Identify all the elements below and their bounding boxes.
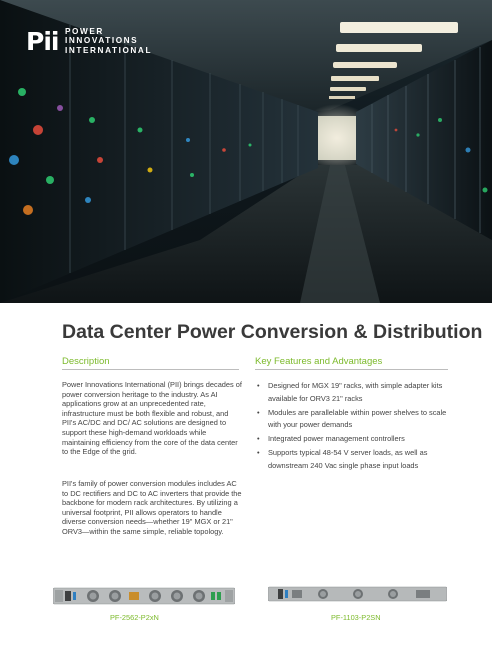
bullet-icon: • <box>257 407 260 417</box>
logo-wordmark <box>65 27 152 55</box>
feature-item <box>255 433 455 446</box>
page-title: Data Center Power Conversion & Distribution <box>62 321 483 343</box>
logo-line-2: INNOVATIONS <box>65 36 139 46</box>
product-image-pf-2562 <box>53 586 235 606</box>
features-list <box>255 380 455 474</box>
description-divider <box>62 369 239 370</box>
logo-line-1: POWER <box>65 27 104 36</box>
bullet-icon: • <box>257 448 260 458</box>
logo-mark: Pii <box>26 26 59 56</box>
product-image-pf-1103 <box>268 586 447 602</box>
feature-text: Integrated power management controllers <box>268 434 405 444</box>
features-divider <box>255 369 448 370</box>
feature-item <box>255 380 455 405</box>
logo-line-3: INTERNATIONAL <box>65 45 153 55</box>
company-logo <box>26 27 152 55</box>
product-caption: PF-2562-P2xN <box>110 613 159 622</box>
bullet-icon: • <box>257 434 260 444</box>
feature-text: Modules are parallelable within power shelves to scale with your power demands <box>268 407 447 430</box>
description-heading: Description <box>62 356 110 367</box>
feature-text: Designed for MGX 19" racks, with simple adapter kits available for ORV3 21" racks <box>268 381 443 403</box>
features-heading: Key Features and Advantages <box>255 356 383 367</box>
product-caption: PF-1103-P2SN <box>331 613 381 622</box>
bullet-icon: • <box>257 381 260 390</box>
hero-image <box>0 0 492 303</box>
description-paragraph: Power Innovations International (PII) brings decades of power conversion heritage to the industry. As AI applications grow at an unprecedented rate, infrastructure must be both flexible and robust, and PII's AC/DC and DC/ AC solutions are designed to support these high-demand workloads while maintaining efficiency from the core of the data center to the Edge of the grid. <box>62 380 242 457</box>
feature-item <box>255 407 455 432</box>
description-paragraph: PII's family of power conversion modules includes AC to DC rectifiers and DC to AC inverters that provide the backbone for modern rack architectures. By utilizing a universal footprint, PII allows operators to handle diverse conversion needs—whether 19" MGX or 21" ORV3—within the same simple, reliable topology. <box>62 479 242 536</box>
feature-text: Supports typical 48-54 V server loads, as well as downstream 240 Vac single phase input loads <box>268 448 428 471</box>
feature-item <box>255 447 455 472</box>
